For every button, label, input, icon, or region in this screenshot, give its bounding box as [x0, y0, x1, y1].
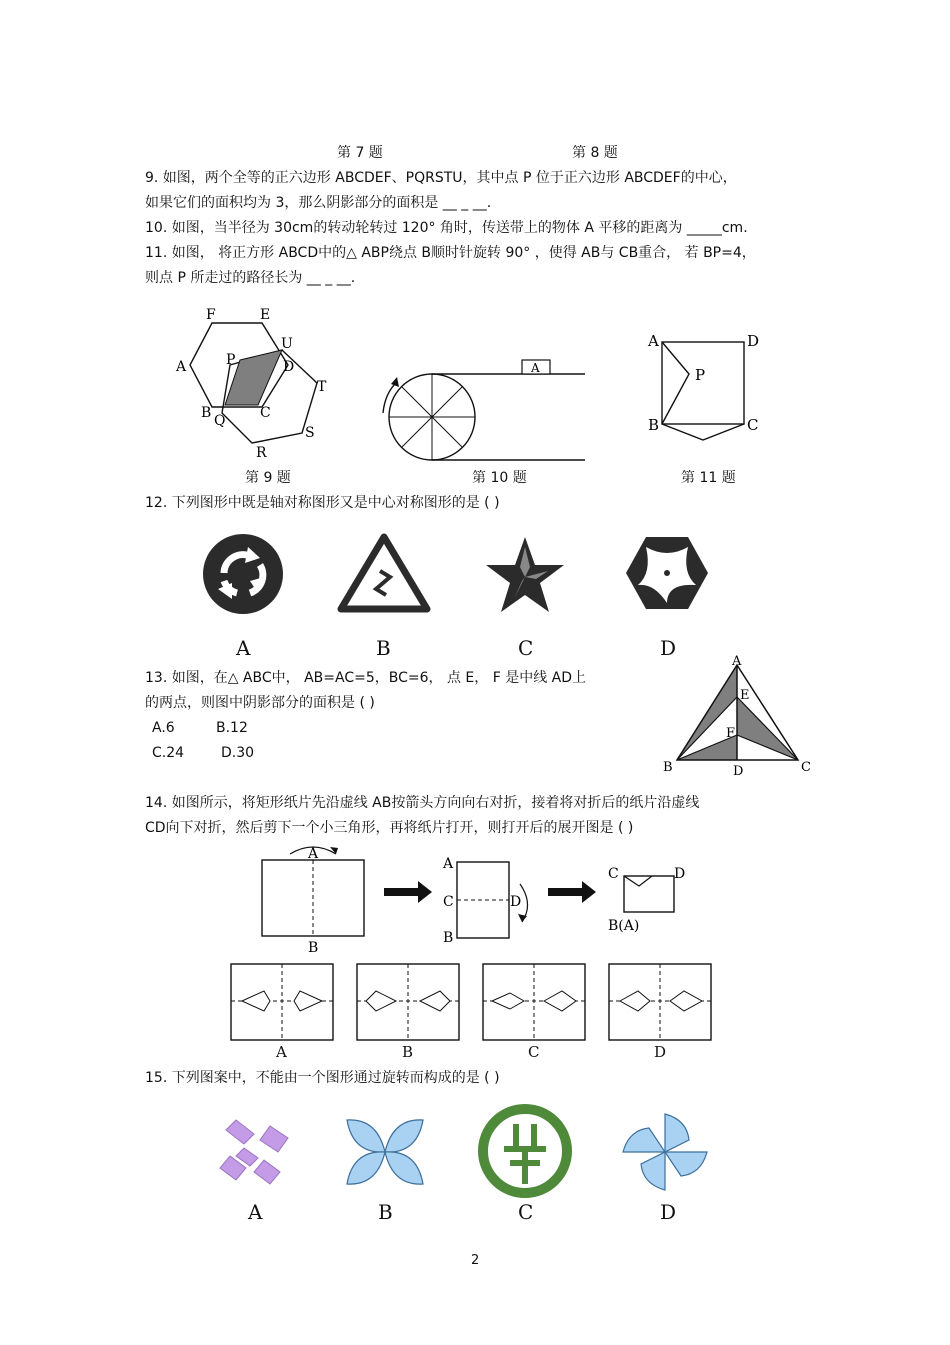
q15-letter-c: C [518, 1200, 534, 1224]
label-B: B [663, 760, 673, 775]
q14-option-c-unfolded [482, 963, 586, 1041]
label-F: F [206, 307, 216, 323]
label-B: B [201, 405, 212, 421]
q14-letter-b: B [402, 1043, 414, 1061]
label-step2-A: A [443, 856, 454, 872]
q12-option-a-recycle-icon [202, 533, 284, 615]
label-U: U [281, 336, 293, 352]
caption-q8: 第 8 题 [572, 145, 618, 161]
label-D: D [283, 359, 295, 375]
label-A: A [531, 361, 540, 375]
q15-option-a-purple-blocks-icon [214, 1112, 294, 1192]
q14-letter-c: C [528, 1043, 540, 1061]
q15-letter-a: A [248, 1200, 263, 1224]
question-10: 10. 如图，当半径为 30cm的转动轮转过 120° 角时，传送带上的物体 A 平移的距离为 _____cm. [145, 220, 748, 236]
question-14-line1: 14. 如图所示，将矩形纸片先沿虚线 AB按箭头方向向右对折，接着将对折后的纸片沿虚线 [145, 795, 700, 811]
label-A: A [732, 654, 742, 669]
caption-fig9: 第 9 题 [245, 470, 291, 486]
q14-letter-d: D [654, 1043, 667, 1061]
page-number: 2 [471, 1253, 480, 1268]
q14-option-b-unfolded [356, 963, 460, 1041]
label-Q: Q [214, 413, 226, 429]
q12-letter-d: D [660, 636, 677, 660]
figure-14-folding-steps [250, 840, 700, 956]
label-step3-C: C [608, 866, 619, 882]
caption-fig10: 第 10 题 [472, 470, 527, 486]
question-9-line1: 9. 如图，两个全等的正六边形 ABCDEF、PQRSTU，其中点 P 位于正六边形 ABCDEF的中心， [145, 170, 737, 186]
question-14-line2: CD向下对折，然后剪下一个小三角形，再将纸片打开，则打开后的展开图是 ( ) [145, 820, 634, 836]
question-15: 15. 下列图案中，不能由一个图形通过旋转而构成的是 ( ) [145, 1070, 500, 1086]
label-step1-A: A [308, 846, 319, 862]
label-D: D [747, 332, 760, 350]
q15-option-c-green-emblem-icon [480, 1106, 570, 1196]
q13-option-a: A.6 [152, 720, 175, 736]
q12-option-b-warning-sign-icon [338, 533, 430, 613]
question-11-line2: 则点 P 所走过的路径长为 __ _ __. [145, 270, 356, 286]
q14-letter-a: A [276, 1043, 287, 1061]
figure-13-triangle [660, 655, 820, 780]
q15-letter-b: B [378, 1200, 393, 1224]
q15-option-d-pinwheel-icon [619, 1110, 711, 1194]
label-A: A [176, 359, 187, 375]
label-F: F [726, 726, 736, 741]
q14-option-d-unfolded [608, 963, 712, 1041]
q12-letter-b: B [376, 636, 391, 660]
label-step3-D: D [674, 866, 686, 882]
q14-option-a-unfolded [230, 963, 334, 1041]
label-C: C [801, 760, 811, 775]
label-R: R [256, 445, 267, 461]
q15-option-b-blue-petals-icon [343, 1112, 427, 1192]
question-13-line2: 的两点，则图中阴影部分的面积是 ( ) [145, 695, 375, 711]
label-T: T [317, 379, 327, 395]
q13-option-b: B.12 [216, 720, 248, 736]
label-C: C [260, 405, 271, 421]
label-P: P [226, 352, 236, 368]
q15-letter-d: D [660, 1200, 677, 1224]
caption-q7: 第 7 题 [337, 145, 383, 161]
label-step1-B: B [308, 940, 319, 956]
label-E: E [740, 688, 750, 703]
label-step3-BA: B(A) [608, 918, 640, 934]
question-13-line1: 13. 如图，在△ ABC中， AB=AC=5，BC=6， 点 E， F 是中线 AD上 [145, 670, 587, 686]
label-S: S [305, 425, 315, 441]
figure-11-square [645, 330, 775, 440]
question-9-line2: 如果它们的面积均为 3，那么阴影部分的面积是 __ _ __. [145, 195, 492, 211]
question-11-line1: 11. 如图， 将正方形 ABCD中的△ ABP绕点 B顺时针旋转 90° ，使得 AB与 CB重合， 若 BP=4， [145, 245, 756, 261]
q12-option-c-star-icon [484, 535, 566, 615]
question-12: 12. 下列图形中既是轴对称图形又是中心对称图形的是 ( ) [145, 495, 500, 511]
label-step2-D: D [510, 894, 522, 910]
label-step2-C: C [443, 894, 454, 910]
label-C: C [747, 416, 759, 434]
label-step2-B: B [443, 930, 454, 946]
q13-option-c: C.24 [152, 745, 185, 761]
label-A: A [648, 332, 659, 350]
q13-option-d: D.30 [221, 745, 255, 761]
figure-9-hexagons [170, 305, 350, 465]
caption-fig11: 第 11 题 [681, 470, 736, 486]
label-E: E [260, 307, 271, 323]
q12-letter-c: C [518, 636, 534, 660]
label-B: B [648, 416, 660, 434]
q12-option-d-hexagon-icon [624, 533, 710, 613]
label-P: P [695, 366, 706, 384]
q12-letter-a: A [236, 636, 251, 660]
label-D: D [733, 764, 744, 779]
figure-10-conveyor [375, 355, 585, 465]
